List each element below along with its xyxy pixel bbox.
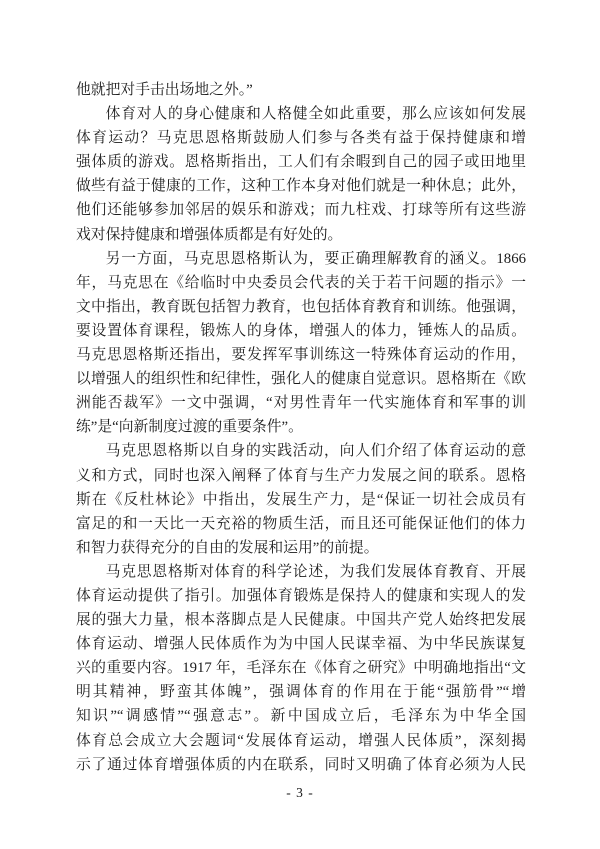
paragraph-education-meaning <box>76 247 526 440</box>
text-line: 马克思恩格斯以自身的实践活动，向人们介绍了体育运动的意 <box>105 443 526 460</box>
text-line: 体育运动？马克思恩格斯鼓励人们参与各类有益于保持健康和增 <box>76 130 526 147</box>
paragraph-practice-productivity <box>76 439 526 559</box>
text-line: 年，马克思在《给临时中央委员会代表的关于若干问题的指示》一 <box>76 274 526 291</box>
text-line: 强体质的游戏。恩格斯指出，工人们有余暇到自己的园子或田地里 <box>76 154 526 171</box>
text-line: 富足的和一天比一天充裕的物质生活，而且还可能保证他们的体力 <box>76 515 526 532</box>
text-line: 示了通过体育增强体质的内在联系，同时又明确了体育必须为人民 <box>76 756 526 773</box>
text-line: 马克思恩格斯还指出，要发挥军事训练这一特殊体育运动的作用， <box>76 347 526 364</box>
text-line: 他就把对手击出场地之外。” <box>76 82 253 98</box>
text-line: 兴的重要内容。1917 年，毛泽东在《体育之研究》中明确地指出“文 <box>76 660 526 677</box>
text-line: 和智力获得充分的自由的发展和运用”的前提。 <box>76 539 379 556</box>
text-line: 洲能否裁军》一文中强调，“对男性青年一代实施体育和军事的训 <box>76 395 526 412</box>
text-line: 做些有益于健康的工作，这种工作本身对他们就是一种休息；此外， <box>76 178 526 195</box>
text-line: 体育运动、增强人民体质作为为中国人民谋幸福、为中华民族谋复 <box>76 636 526 653</box>
text-line: 文中指出，教育既包括智力教育，也包括体育教育和训练。他强调， <box>76 298 526 315</box>
text-line: 马克思恩格斯对体育的科学论述，为我们发展体育教育、开展 <box>105 563 526 580</box>
text-line: 他们还能够参加邻居的娱乐和游戏；而九柱戏、打球等所有这些游 <box>76 202 526 219</box>
text-line: 另一方面，马克思恩格斯认为，要正确理解教育的涵义。1866 <box>105 250 526 267</box>
text-line: 知识”“调感情”“强意志”。新中国成立后，毛泽东为中华全国 <box>76 708 526 725</box>
text-line: 体育总会成立大会题词“发展体育运动，增强人民体质”，深刻揭 <box>76 732 526 749</box>
paragraph-develop-sport <box>76 102 526 247</box>
text-line: 斯在《反杜林论》中指出，发展生产力，是“保证一切社会成员有 <box>76 491 526 508</box>
text-line: 戏对保持健康和增强体质都是有好处的。 <box>76 226 343 243</box>
page-number: - 3 - <box>286 785 314 800</box>
text-line: 要设置体育课程，锻炼人的身体，增强人的体力，锤炼人的品质。 <box>76 322 526 339</box>
text-line: 展的强大力量，根本落脚点是人民健康。中国共产党人始终把发展 <box>76 612 526 629</box>
document-body <box>76 78 526 777</box>
text-line: 练”是“向新制度过渡的重要条件”。 <box>76 419 303 436</box>
text-line: 以增强人的组织性和纪律性，强化人的健康自觉意识。恩格斯在《欧 <box>76 371 526 388</box>
paragraph-scientific-exposition <box>76 560 526 777</box>
text-line: 体育运动提供了指引。加强体育锻炼是保持人的健康和实现人的发 <box>76 587 526 604</box>
text-line: 义和方式，同时也深入阐释了体育与生产力发展之间的联系。恩格 <box>76 467 526 484</box>
paragraph-continuation <box>76 78 526 102</box>
text-line: 体育对人的身心健康和人格健全如此重要，那么应该如何发展 <box>105 106 526 123</box>
text-line: 明其精神，野蛮其体魄”，强调体育的作用在于能“强筋骨”“增 <box>76 684 526 701</box>
